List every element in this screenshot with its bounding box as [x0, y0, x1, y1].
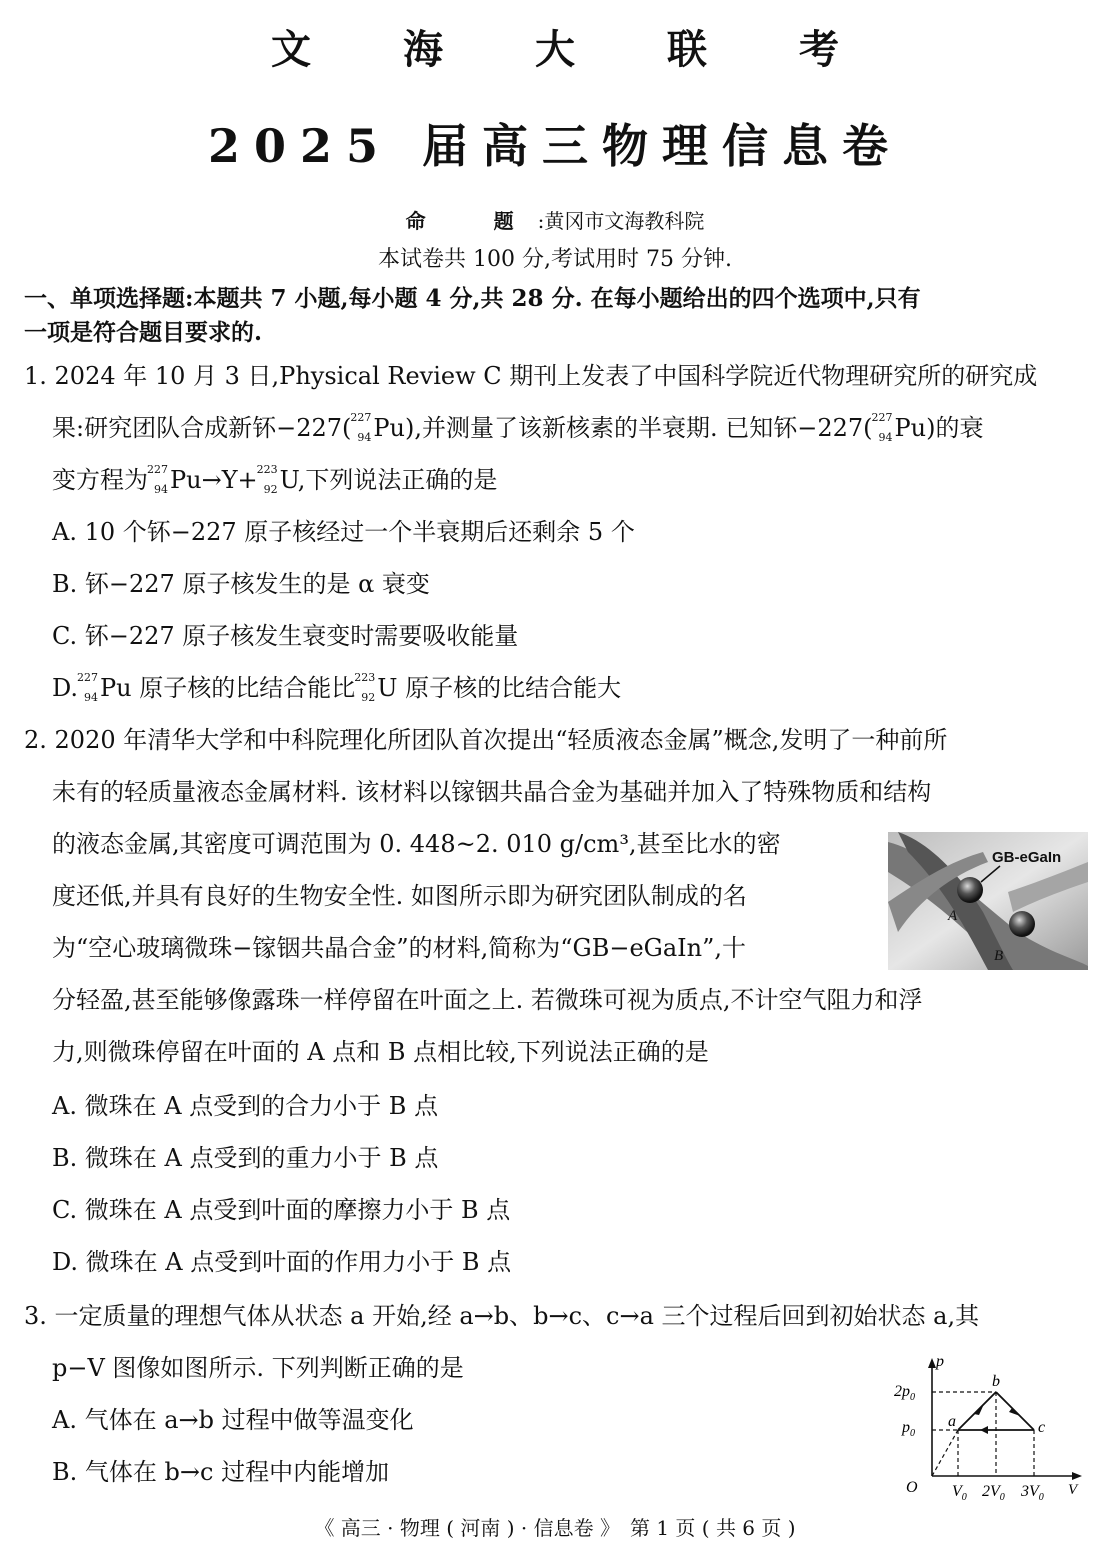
pu-mass-number: 227	[350, 411, 372, 424]
u-nuclide	[354, 671, 377, 704]
q1-option-d-part3: U 原子核的比结合能大	[377, 674, 622, 702]
q2-line1: 2. 2020 年清华大学和中科院理化所团队首次提出“轻质液态金属”概念,发明了一种前所	[24, 726, 948, 754]
photo-label-b: B	[994, 948, 1004, 964]
q1-line2-part1: 果:研究团队合成新钚−227(	[52, 414, 352, 442]
u-atomic-number: 92	[361, 691, 376, 704]
tick-2v0: $2V_0$	[982, 1483, 1005, 1500]
exam-info: 本试卷共 100 分,考试用时 75 分钟.	[378, 247, 732, 272]
q2-option-c: C. 微珠在 A 点受到叶面的摩擦力小于 B 点	[52, 1196, 511, 1224]
pu-mass-number: 227	[77, 671, 99, 684]
pu-mass-number: 227	[147, 463, 168, 476]
q1-line3-part1: 变方程为	[52, 466, 148, 494]
q1-option-d-part2: Pu 原子核的比结合能比	[100, 674, 356, 702]
q1-line2-part3: Pu)的衰	[894, 414, 984, 442]
u-atomic-number: 92	[263, 483, 278, 496]
pu-nuclide	[350, 411, 373, 444]
author-line	[0, 205, 1110, 234]
q1-line1: 1. 2024 年 10 月 3 日,Physical Review C 期刊上发表了中国科学院近代物理研究所的研究成	[24, 362, 1038, 390]
pv-diagram	[888, 1352, 1088, 1500]
q1-option-b: B. 钚−227 原子核发生的是 α 衰变	[52, 570, 430, 598]
q3-line2: p−V 图像如图所示. 下列判断正确的是	[52, 1354, 464, 1382]
photo-label-a: A	[948, 908, 958, 924]
bead-b	[1009, 911, 1035, 937]
q2-line4: 度还低,并具有良好的生物安全性. 如图所示即为研究团队制成的名	[52, 882, 747, 910]
pu-nuclide	[77, 671, 100, 704]
pu-atomic-number: 94	[84, 691, 99, 704]
author-value: :黄冈市文海教科院	[537, 209, 705, 233]
p-axis-label: p	[936, 1353, 944, 1370]
state-a: a	[948, 1413, 956, 1430]
bead-a	[957, 877, 983, 903]
q1-line2-part2: Pu),并测量了该新核素的半衰期. 已知钚−227(	[373, 414, 873, 442]
q1-option-a: A. 10 个钚−227 原子核经过一个半衰期后还剩余 5 个	[52, 518, 635, 546]
u-mass-number: 223	[354, 671, 376, 684]
q2-line2: 未有的轻质量液态金属材料. 该材料以镓铟共晶合金为基础并加入了特殊物质和结构	[52, 778, 932, 806]
section-heading	[24, 282, 1090, 350]
q1-line2	[52, 412, 983, 444]
pu-atomic-number: 94	[878, 431, 893, 444]
q3-option-b: B. 气体在 b→c 过程中内能增加	[52, 1458, 390, 1486]
tick-v0: $V_0$	[952, 1483, 967, 1500]
q2-line5: 为“空心玻璃微珠−镓铟共晶合金”的材料,简称为“GB−eGaIn”,十	[52, 934, 746, 962]
page-footer: 《 高三 · 物理 ( 河南 ) · 信息卷 》 第 1 页 ( 共 6 页 )	[314, 1516, 796, 1540]
u-mass-number: 223	[256, 463, 278, 476]
pu-nuclide	[147, 463, 170, 496]
exam-brand: 文海大联考	[271, 26, 931, 73]
origin-label: O	[906, 1479, 918, 1496]
q2-line6: 分轻盈,甚至能够像露珠一样停留在叶面之上. 若微珠可视为质点,不计空气阻力和浮	[52, 986, 923, 1014]
author-label: 命 题	[405, 209, 538, 233]
section-heading-line2: 一项是符合题目要求的.	[24, 319, 263, 346]
pu-atomic-number: 94	[154, 483, 168, 496]
exam-title: 2025 届高三物理信息卷	[207, 119, 903, 173]
v-axis-label: V	[1068, 1482, 1078, 1498]
q2-line3: 的液态金属,其密度可调范围为 0. 448~2. 010 g/cm³,甚至比水的密	[52, 830, 781, 858]
q1-line3-part3: U,下列说法正确的是	[279, 466, 498, 494]
q2-option-d: D. 微珠在 A 点受到叶面的作用力小于 B 点	[52, 1248, 512, 1276]
tick-p0: $p_0$	[902, 1419, 915, 1439]
q1-option-d	[52, 672, 621, 704]
q2-option-b: B. 微珠在 A 点受到的重力小于 B 点	[52, 1144, 439, 1172]
photo-label: GB-eGaIn	[992, 849, 1062, 866]
q2-option-a: A. 微珠在 A 点受到的合力小于 B 点	[52, 1092, 439, 1120]
leaf-photo	[888, 832, 1088, 970]
q2-line7: 力,则微珠停留在叶面的 A 点和 B 点相比较,下列说法正确的是	[52, 1038, 709, 1066]
pu-nuclide	[871, 411, 895, 444]
q3-line1: 3. 一定质量的理想气体从状态 a 开始,经 a→b、b→c、c→a 三个过程后回到初始状态 a,其	[24, 1302, 980, 1330]
state-b: b	[992, 1373, 1000, 1390]
pu-atomic-number: 94	[357, 431, 372, 444]
q3-option-a: A. 气体在 a→b 过程中做等温变化	[52, 1406, 414, 1434]
q1-option-d-part1: D.	[52, 674, 79, 702]
q1-option-c: C. 钚−227 原子核发生衰变时需要吸收能量	[52, 622, 519, 650]
pu-mass-number: 227	[871, 411, 893, 424]
tick-3v0: $3V_0$	[1021, 1483, 1044, 1500]
q1-line3-part2: Pu→Y+	[170, 466, 258, 494]
state-c: c	[1038, 1419, 1046, 1436]
u-nuclide	[256, 463, 280, 496]
section-heading-line1: 一、单项选择题:本题共 7 小题,每小题 4 分,共 28 分. 在每小题给出的四个选项中,只有	[24, 285, 921, 312]
q1-line3	[52, 464, 497, 496]
tick-2p0: $2p_0$	[894, 1383, 915, 1403]
